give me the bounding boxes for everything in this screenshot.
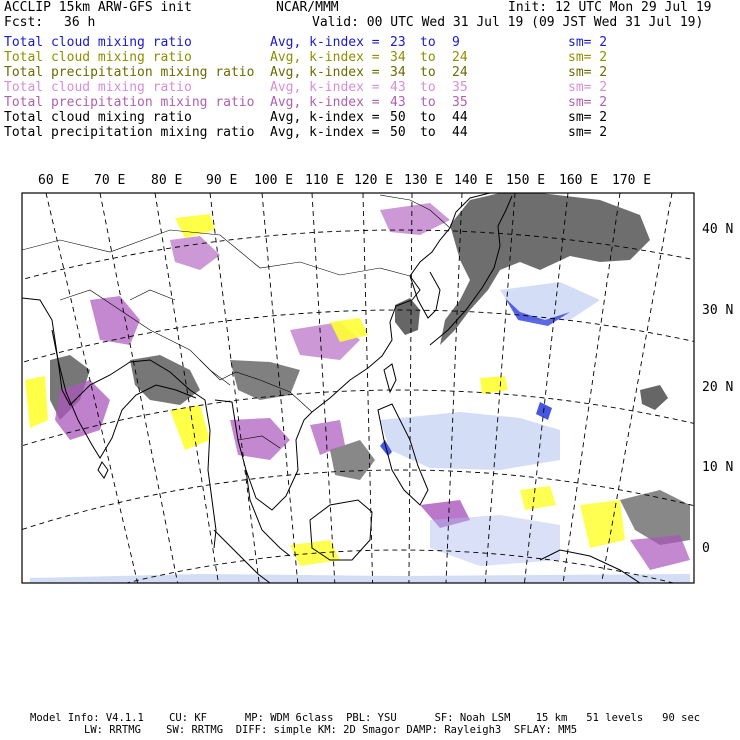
lat-label: 20 N	[702, 380, 734, 395]
valid-time: Valid: 00 UTC Wed 31 Jul 19 (09 JST Wed 31 Jul 19)	[312, 15, 704, 30]
legend-smoothing: sm= 2	[568, 95, 608, 110]
map-content	[0, 193, 740, 655]
lon-label: 110 E	[305, 173, 345, 188]
legend-to: to	[420, 35, 436, 50]
legend-smoothing: sm= 2	[568, 65, 608, 80]
legend-k-start: 43	[390, 80, 406, 95]
legend-avg-label: Avg, k-index =	[270, 50, 380, 65]
legend-smoothing: sm= 2	[568, 110, 608, 125]
legend-k-start: 50	[390, 125, 406, 140]
legend-smoothing: sm= 2	[568, 50, 608, 65]
legend-field-name: Total cloud mixing ratio	[4, 80, 192, 95]
lon-label: 70 E	[94, 173, 126, 188]
title-left: ACCLIP 15km ARW-GFS init	[4, 0, 192, 15]
legend-to: to	[420, 50, 436, 65]
legend-k-start: 23	[390, 35, 406, 50]
legend-k-end: 24	[452, 65, 468, 80]
legend-to: to	[420, 110, 436, 125]
legend-k-end: 35	[452, 95, 468, 110]
legend-smoothing: sm= 2	[568, 35, 608, 50]
lon-label: 170 E	[612, 173, 652, 188]
model-info-line2: LW: RRTMG SW: RRTMG DIFF: simple KM: 2D Smagor DAMP: Rayleigh3 SFLAY: MM5	[84, 724, 578, 736]
legend-avg-label: Avg, k-index =	[270, 110, 380, 125]
lon-label: 150 E	[506, 173, 546, 188]
lon-label: 120 E	[354, 173, 394, 188]
legend-k-end: 44	[452, 110, 468, 125]
legend-avg-label: Avg, k-index =	[270, 35, 380, 50]
lat-label: 10 N	[702, 460, 734, 475]
lat-label: 40 N	[702, 222, 734, 237]
lat-label: 30 N	[702, 303, 734, 318]
lon-label: 90 E	[206, 173, 238, 188]
init-time: Init: 12 UTC Mon 29 Jul 19	[508, 0, 712, 15]
legend-to: to	[420, 95, 436, 110]
legend-k-start: 34	[390, 50, 406, 65]
legend-k-start: 50	[390, 110, 406, 125]
legend-avg-label: Avg, k-index =	[270, 125, 380, 140]
legend-smoothing: sm= 2	[568, 125, 608, 140]
legend-to: to	[420, 125, 436, 140]
legend-to: to	[420, 65, 436, 80]
legend-k-start: 43	[390, 95, 406, 110]
legend-avg-label: Avg, k-index =	[270, 80, 380, 95]
legend-field-name: Total cloud mixing ratio	[4, 110, 192, 125]
legend-to: to	[420, 80, 436, 95]
fcst-value: 36 h	[64, 15, 96, 30]
lon-label: 160 E	[559, 173, 599, 188]
lat-label: 0	[702, 541, 710, 556]
legend-field-name: Total cloud mixing ratio	[4, 50, 192, 65]
legend-field-name: Total precipitation mixing ratio	[4, 125, 255, 140]
legend-avg-label: Avg, k-index =	[270, 95, 380, 110]
legend-field-name: Total cloud mixing ratio	[4, 35, 192, 50]
legend-field-name: Total precipitation mixing ratio	[4, 65, 255, 80]
lon-label: 130 E	[404, 173, 444, 188]
legend-k-start: 34	[390, 65, 406, 80]
legend-field-name: Total precipitation mixing ratio	[4, 95, 255, 110]
model-info-line1: Model Info: V4.1.1 CU: KF MP: WDM 6class PBL: YSU SF: Noah LSM 15 km 51 levels 90 sec	[30, 712, 701, 724]
legend-k-end: 44	[452, 125, 468, 140]
lon-label: 100 E	[254, 173, 294, 188]
title-center: NCAR/MMM	[276, 0, 339, 15]
legend-k-end: 24	[452, 50, 468, 65]
legend-k-end: 9	[452, 35, 460, 50]
lon-label: 140 E	[454, 173, 494, 188]
lon-label: 60 E	[38, 173, 70, 188]
legend-avg-label: Avg, k-index =	[270, 65, 380, 80]
fcst-label: Fcst:	[4, 15, 44, 30]
legend-smoothing: sm= 2	[568, 80, 608, 95]
lon-label: 80 E	[151, 173, 183, 188]
legend-k-end: 35	[452, 80, 468, 95]
